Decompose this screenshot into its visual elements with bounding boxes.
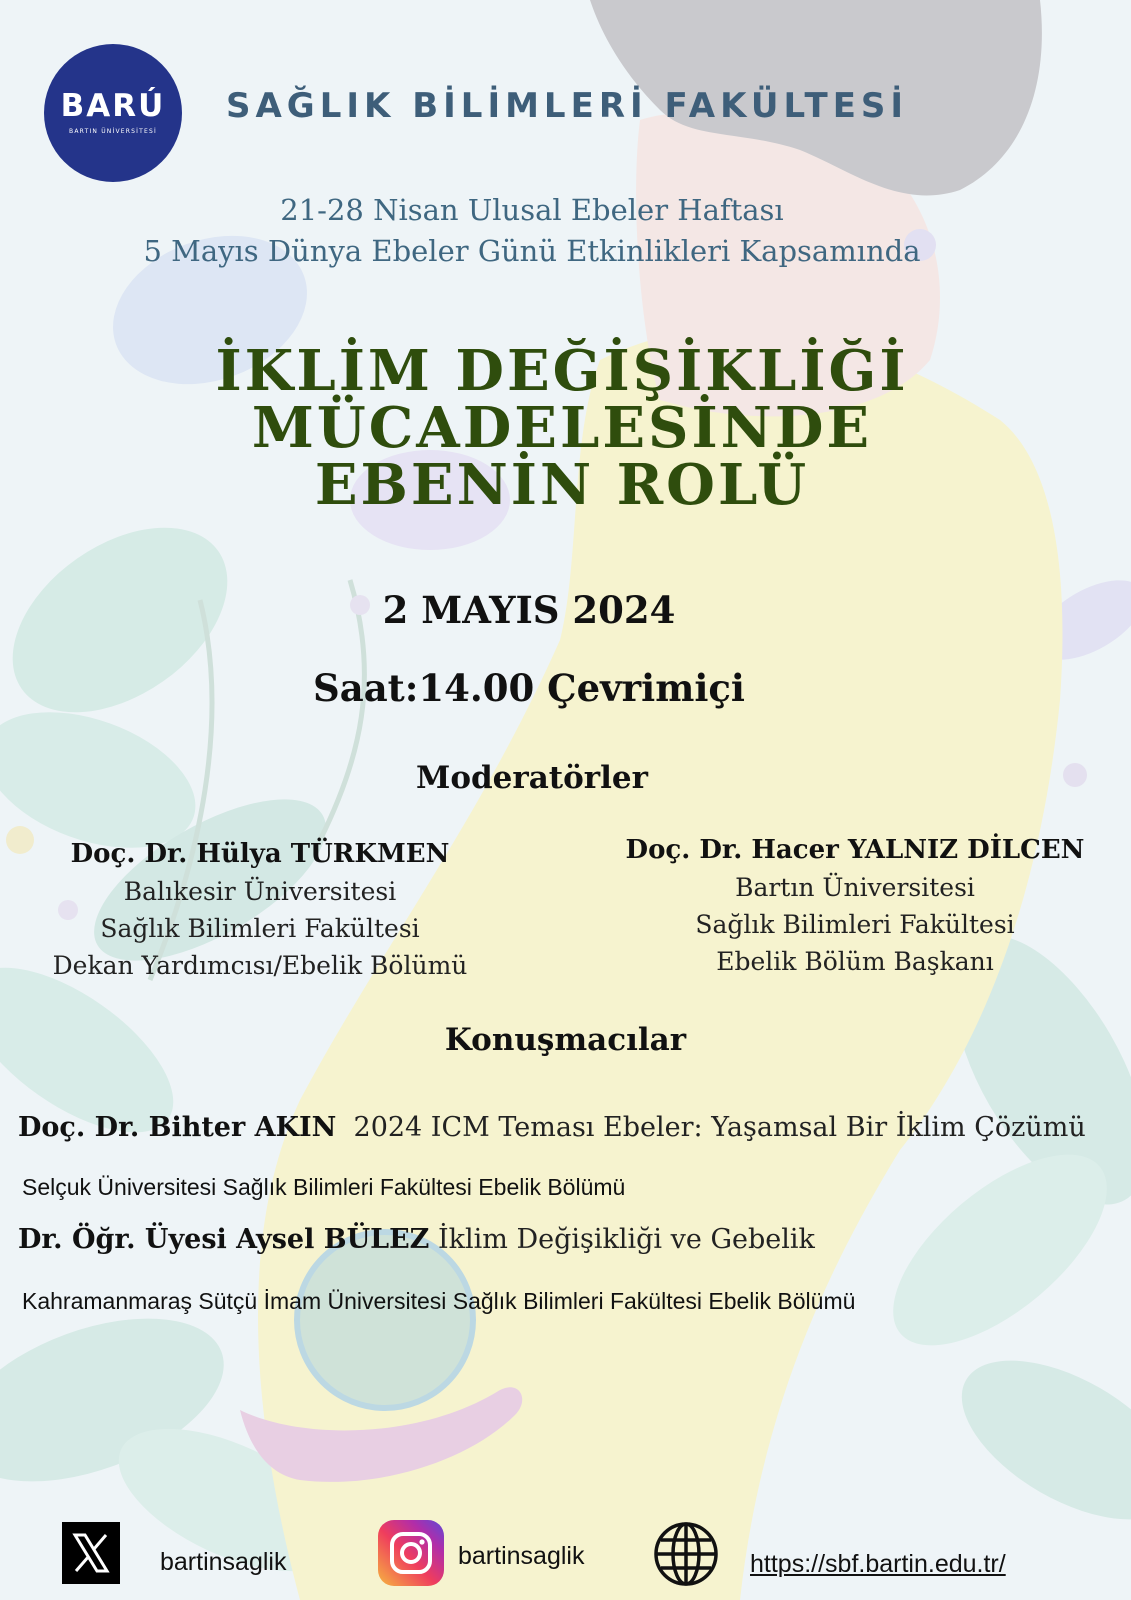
moderator-card xyxy=(600,832,1110,980)
moderator-card xyxy=(20,836,500,984)
globe-icon[interactable] xyxy=(652,1520,720,1588)
website-link[interactable]: https://sbf.bartin.edu.tr/ xyxy=(750,1550,1006,1578)
speaker-name: Dr. Öğr. Üyesi Aysel BÜLEZ xyxy=(18,1224,430,1255)
moderator-line-1: Balıkesir Üniversitesi xyxy=(123,877,397,906)
event-title xyxy=(0,338,1124,518)
instagram-handle[interactable]: bartinsaglik xyxy=(458,1542,585,1570)
moderators-heading: Moderatörler xyxy=(416,760,648,796)
speakers-heading: Konuşmacılar xyxy=(444,1022,687,1058)
logo-brand-text: BARÚ xyxy=(60,88,166,124)
speaker-name: Doç. Dr. Bihter AKIN xyxy=(18,1112,337,1143)
event-date: 2 MAYIS 2024 xyxy=(382,588,676,632)
event-title-line-1: İKLİM DEĞİŞİKLİĞİ xyxy=(215,338,909,404)
event-title-line-3: EBENİN ROLÜ xyxy=(314,452,810,518)
moderator-line-2: Sağlık Bilimleri Fakültesi xyxy=(695,910,1015,939)
week-line-2: 5 Mayıs Dünya Ebeler Günü Etkinlikleri Kapsamında xyxy=(143,234,921,268)
speaker-topic: 2024 ICM Teması Ebeler: Yaşamsal Bir İklim Çözümü xyxy=(353,1112,1086,1143)
moderator-line-3: Dekan Yardımcısı/Ebelik Bölümü xyxy=(52,951,468,980)
faculty-title: SAĞLIK BİLİMLERİ FAKÜLTESİ xyxy=(226,86,909,126)
speaker-2-row xyxy=(18,1224,815,1255)
moderator-name: Doç. Dr. Hacer YALNIZ DİLCEN xyxy=(625,835,1085,865)
event-title-line-2: MÜCADELESİNDE xyxy=(251,395,873,461)
speaker-2-affiliation: Kahramanmaraş Sütçü İmam Üniversitesi Sağlık Bilimleri Fakültesi Ebelik Bölümü xyxy=(22,1288,856,1314)
logo-subtitle-text: BARTIN ÜNİVERSİTESİ xyxy=(69,128,157,135)
speaker-1-row xyxy=(18,1112,1086,1143)
speaker-topic: İklim Değişikliği ve Gebelik xyxy=(438,1224,815,1255)
moderator-line-2: Sağlık Bilimleri Fakültesi xyxy=(100,914,420,943)
event-time: Saat:14.00 Çevrimiçi xyxy=(313,666,745,710)
moderator-line-3: Ebelik Bölüm Başkanı xyxy=(716,947,994,976)
moderator-line-1: Bartın Üniversitesi xyxy=(735,873,975,902)
instagram-icon[interactable] xyxy=(378,1520,444,1586)
speaker-1-affiliation: Selçuk Üniversitesi Sağlık Bilimleri Fakültesi Ebelik Bölümü xyxy=(22,1174,626,1200)
university-logo xyxy=(44,44,182,182)
x-logo-icon[interactable] xyxy=(62,1522,120,1584)
moderator-name: Doç. Dr. Hülya TÜRKMEN xyxy=(70,839,450,869)
x-handle[interactable]: bartinsaglik xyxy=(160,1548,287,1576)
week-line-1: 21-28 Nisan Ulusal Ebeler Haftası xyxy=(280,193,784,227)
